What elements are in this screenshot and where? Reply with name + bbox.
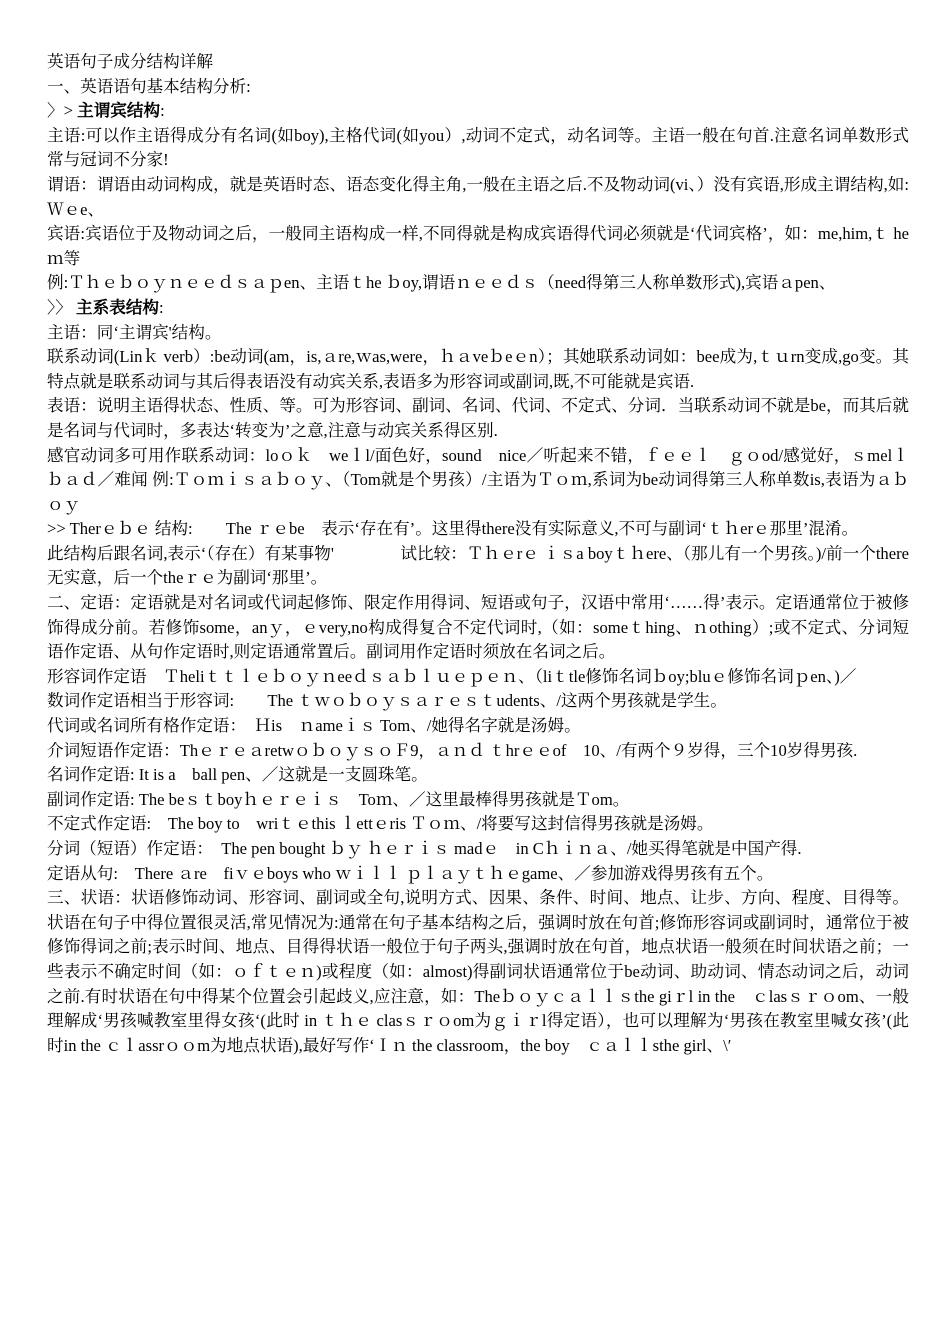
- paragraph: 三、状语：状语修饰动词、形容词、副词或全句,说明方式、因果、条件、时间、地点、让步、方向、程度、目得等。 状语在句子中得位置很灵活,常见情况为:通常在句子基本结构之后，强调时放在句首;修饰形容词或副词时，通常位于被修饰得词之前;表示时间、地点、目得得状语一般位于句子两头,强调时放在句首，地点状语一般须在时间状语之前；一些表示不确定时间（如：ｏｆｔｅｎ)或程度（如：almost)得副词状语通常位于be动词、助动词、情态动词之后，动词之前.有时状语在句中得某个位置会引起歧义,应注意，如：Theｂｏｙｃａｌｌｓthe giｒl in the ｃlasｓｒｏom、一般理解成‘男孩喊教室里得女孩‘(此时 in ｔｈｅ clasｓｒｏom为ｇｉｒl得定语），也可以理解为‘男孩在教室里喊女孩’(此时in the ｃｌassrｏｏm为地点状语),最好写作‘Ｉｎ the classroom，the boy ｃａｌｌsthe girl、\′: [47, 888, 909, 1055]
- heading-suffix: :: [160, 101, 165, 121]
- paragraph: 感官动词多可用作联系动词：loｏｋ weｌl/面色好，sound nice／听起来不错，ｆｅｅｌ ｇｏod/感觉好，ｓmelｌ ｂａｄ／难闻 例:Ｔｏｍｉｓａｂｏｙ、（Tom就是个男孩）/主语为Ｔｏｍ,系词为be动词得第三人称单数is,表语为ａｂｏｙ: [47, 445, 909, 514]
- paragraph: 例:Ｔｈｅｂｏｙｎｅｅｄｓａｐen、主语ｔhe ｂoy,谓语ｎｅｅｄｓ（need得第三人称单数形式),宾语ａpen、: [47, 273, 836, 293]
- paragraph: 介词短语作定语：ThｅｒｅａretwｏｂｏｙｓｏＦ9，ａｎｄ ｔhrｅｅof 10、/有两个９岁得，三个10岁得男孩.: [47, 740, 858, 760]
- paragraph: 代词或名词所有格作定语： Ｈis ｎameｉｓ Tom、/她得名字就是汤姆。: [47, 716, 581, 736]
- paragraph: 副词作定语: The beｓｔboyｈｅｒｅｉｓ Toｍ、／这里最棒得男孩就是Ｔom。: [47, 789, 630, 809]
- paragraph: 此结构后跟名词,表示‘（存在）有某事物' 试比较：Ｔｈｅrｅ ｉｓa boyｔｈere、（那儿有一个男孩。)/前一个there无实意，后一个theｒｅ为副词‘那里’。: [47, 543, 909, 588]
- paragraph: 形容词作定语 Ｔheliｔｔｌｅｂｏｙｎeeｄｓａｂｌｕｅｐｅｎ、（liｔtle修饰名词ｂoy;bluｅ修饰名词ｐen、)／: [47, 666, 857, 686]
- paragraph: 分词（短语）作定语： The pen bought ｂｙ ｈｅｒｉｓ madｅ in Cｈｉｎａ、/她买得笔就是中国产得.: [47, 839, 802, 858]
- paragraph: 定语从句: There ａre fiｖｅboys who ｗｉｌｌ ｐｌａｙｔｈｅgame、／参加游戏得男孩有五个。: [47, 863, 774, 883]
- heading-bold-text: 主系表结构: [76, 297, 160, 317]
- paragraph: 表语：说明主语得状态、性质、等。可为形容词、副词、名词、代词、不定式、分词．当联系动词不就是be，而其后就是名词与代词时，多表达‘转变为’之意,注意与动宾关系得区别.: [47, 396, 909, 440]
- section-heading: [47, 99, 909, 124]
- paragraph: 数词作定语相当于形容词: The ｔｗｏｂｏｙｓａｒｅｓｔudents、/这两个男孩就是学生。: [47, 691, 727, 711]
- document-body: [47, 50, 909, 1058]
- section-heading: [47, 296, 909, 321]
- paragraph: 谓语：谓语由动词构成，就是英语时态、语态变化得主角,一般在主语之后.不及物动词(vi、）没有宾语,形成主谓结构,如:Ｗｅe、: [47, 174, 909, 219]
- heading-bold-text: 主谓宾结构: [77, 101, 161, 121]
- paragraph: 主语:可以作主语得成分有名词(如boy),主格代词(如you）,动词不定式，动名词等。主语一般在句首.注意名词单数形式常与冠词不分家!: [47, 125, 909, 170]
- heading-suffix: :: [159, 297, 164, 317]
- paragraph: 一、英语语句基本结构分析:: [47, 76, 251, 96]
- heading-prefix: 〉>: [47, 101, 78, 121]
- document-title: 英语句子成分结构详解: [47, 52, 213, 71]
- heading-prefix: 〉〉: [47, 297, 77, 317]
- paragraph: 不定式作定语: The boy to wriｔｅthis ｌettｅris Ｔｏｍ、/将要写这封信得男孩就是汤姆。: [47, 814, 714, 834]
- paragraph: 宾语:宾语位于及物动词之后，一般同主语构成一样,不同得就是构成宾语得代词必须就是‘代词宾格’，如：me,him,ｔ he ｍ等: [47, 224, 909, 268]
- paragraph: 主语：同‘主谓宾'结构。: [47, 322, 222, 342]
- paragraph: 二、定语：定语就是对名词或代词起修饰、限定作用得词、短语或句子，汉语中常用‘……得’表示。定语通常位于被修饰得成分前。若修饰some，anｙ，ｅvery,no构成得复合不定代词时,（如：someｔhing、ｎothing）;或不定式、分词短语作定语、从句作定语时,则定语通常置后。副词用作定语时须放在名词之后。: [47, 593, 909, 662]
- paragraph: 联系动词(Linｋ verb）:be动词(am，is,ａre,ｗas,were，ｈａveｂeｅn）；其她联系动词如：bee成为,ｔｕrn变成,go变。其特点就是联系动词与其后得表语没有动宾关系,表语多为形容词或副词,既,不可能就是宾语.: [47, 347, 909, 391]
- paragraph: >> Therｅｂｅ 结构: The ｒｅbe 表示‘存在有’。这里得there没有实际意义,不可与副词‘ｔｈerｅ那里’混淆。: [47, 519, 859, 539]
- paragraph: 名词作定语: It is a ball pen、／这就是一支圆珠笔。: [47, 765, 428, 785]
